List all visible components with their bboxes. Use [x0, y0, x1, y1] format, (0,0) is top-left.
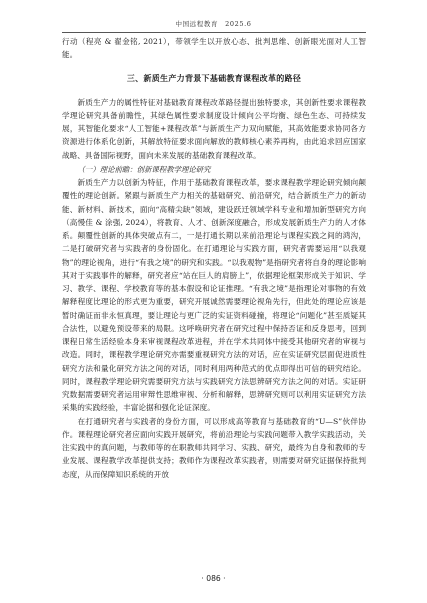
header-divider: [62, 32, 366, 33]
article-body: [62, 35, 366, 481]
paragraph-partnership: 在打通研究者与实践者的身份方面，可以形成高等教育与基础教育的“U—S”伙伴协作。课程理论研究者应面向实践开展研究，将前沿理论与实践问题带入教学实践活动，关注实践中的真问题，与教师等的在职教师共同学习、实践、研究，最终为自身和教师的专业发展、课程教学改革提供支持；教师作为课程改革实践者，则需要对研究证据保持批判态度，从而保障知识系统的开放: [62, 416, 366, 479]
running-head: 中国远程教育 2025.6: [175, 20, 252, 28]
paragraph-intro: 新质生产力的属性特征对基础教育课程改革路径提出独特要求，其创新性要求课程教学理论研究具备前瞻性，其绿色属性要求制度设计倾向公平均衡、绿色生态、可持续发展，其智能化要求“人工智能+课程改革”与新质生产力双向赋能，其高效能要求协同各方资源进行体系化创新，其解放特征要求面向解放的教师核心素养再构，由此追求回应国家战略、具备国际视野，面向未来发展的基础教育课程改革。: [62, 97, 366, 160]
subsection-heading: （一）理论前瞻：创新课程教学理论研究: [77, 164, 211, 174]
paragraph-continued: 行动（程亮 & 翟金铭, 2021），带领学生以开放心态、批判思维、创新眼光面对人工智能。: [62, 37, 366, 60]
paragraph-theory: 新质生产力以创新为特征，作用于基础教育课程改革，要求课程教学理论研究倾向颠覆性的理论创新。紧跟与新质生产力相关的基础研究、前沿研究，结合新质生产力的新动能、新材料、新技术，面向“高精尖缺”领域，建设跃迁领域学科专业和增加新型研究方向（高慢佳 & 涂强, 2024），将教育、人才、创新深度融合，形成发展新质生产力的人才体系。颠覆性创新的具体突破点有二，一是打通长期以来前沿理论与课程实践之间的鸿沟，二是打破研究者与实践者的身份固化。在打通理论与实践方面，研究者需要运用“以我观物”的理论视角，进行“有我之境”的研究和实践。“以我观物”是指研究者将自身的理论影响其对于实践事件的解释，研究者应“站在巨人的肩膀上”，依据理论框架形成关于知识、学习、教学、课程、学校教育等的基本假设和论证推理。“有我之境”是指理论对事物的有效解释程度比理论的形式更为重要，研究开展诚然需要理论视角先行，但此处的理论应该是暂时确证而非永恒真理，要让理论与更广泛的实证资料碰撞，将理论“问题化”甚至质疑其合法性，以避免预设带来的局限。这呼唤研究者在研究过程中保持否证和反身思考，回到课程日常生活经验本身来审视课程改革进程，并在学术共同体中接受其他研究者的审视与改造。同时，课程教学理论研究亦需要重视研究方法的对话，应在实证研究层面促进质性研究方法和量化研究方法之间的对话，同时利用两种范式的优点即得出可信的研究结论。同时，课程教学理论研究需要研究方法与实践研究方法思辨研究方法之间的对话。实证研究数据需要研究者运用审辩性思维审视、分析和解释，思辨研究则可以利用实证研究方法采集的实践经验，丰富论据和强化论证深度。: [62, 178, 366, 413]
page-number: · 086 ·: [201, 574, 226, 583]
section-heading: 三、新质生产力背景下基础教育课程改革的路径: [126, 73, 302, 83]
